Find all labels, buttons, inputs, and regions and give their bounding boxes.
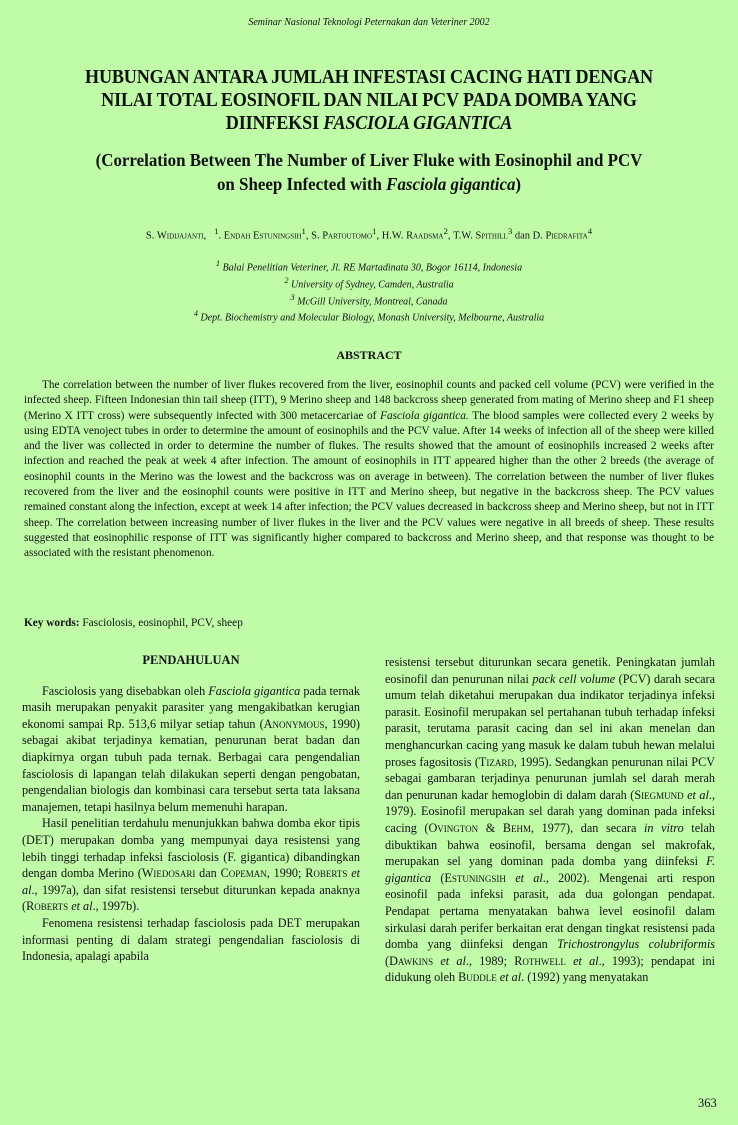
text-run: ., 1997b).: [92, 899, 140, 914]
paper-title: [26, 66, 712, 135]
italic-text: et al: [687, 787, 709, 802]
affiliation: [0, 275, 738, 292]
abstract-text-1: The correlation between the number of liver flukes recovered from the liver, eosinophil counts and packed cell volume (PCV) were verified in the infected sheep. Fifteen Indonesian thin tail sheep (ITT), 9 Merino sheep and 148 backcross sheep generated from mating of Merino sheep and F1 sheep (Merino X ITT cross) were subsequently infected with 300 metacercariae of: [24, 379, 714, 422]
abstract-species-italic: Fasciola gigantica.: [380, 409, 469, 422]
keywords-text: Fasciolosis, eosinophil, PCV, sheep: [79, 617, 243, 629]
abstract-body: [24, 378, 714, 562]
text-run: , 1995). Sedangkan penurunan nilai PCV sebagai gambaran terjadinya penurunan jumlah sel darah merah dan penurunan kadar hemoglobin di dalam darah (: [385, 754, 716, 802]
affiliation-number: 2: [284, 275, 289, 285]
affiliation-text: McGill University, Montreal, Canada: [297, 295, 448, 307]
subtitle-line-2: [22, 172, 716, 196]
author-name: Endah Estuningsih: [223, 230, 302, 242]
text-run: dan: [195, 866, 221, 881]
author-affil-sup: 3: [507, 226, 513, 236]
paragraph: [385, 654, 715, 986]
text-run: ., 1993); pendapat ini didukung oleh: [385, 953, 716, 985]
title-line-3-prefix: DIINFEKSI: [225, 113, 324, 134]
author-list: S. Widijajanti, $^1$. Endah Estuningsih$^1$, S. Partoutomo$^1$, H.W. Raadsma$^2$, T.W. Spithill$^3$ dan D. Piedrafita$^4$: [145, 226, 593, 242]
text-run: ., 1989;: [465, 953, 515, 968]
text-run: (: [385, 953, 390, 968]
italic-text: Fasciola gigantica: [208, 683, 301, 698]
italic-text: Trichostrongylus colubriformis: [557, 937, 715, 952]
text-run: Fenomena resistensi terhadap fasciolosis pada DET merupakan informasi penting di dalam strategi pengendalian fasciolosis di Indonesia, apalagi apabila: [22, 915, 360, 964]
author-connector: dan: [514, 230, 530, 242]
text-run: [566, 954, 573, 968]
section-heading: PENDAHULUAN: [142, 653, 240, 667]
affiliation-text: Balai Penelitian Veteriner, Jl. RE Martadinata 30, Bogor 16114, Indonesia: [222, 262, 523, 274]
title-line-1: HUBUNGAN ANTARA JUMLAH INFESTASI CACING HATI DENGAN: [85, 67, 653, 88]
italic-text: pack cell volume: [532, 671, 616, 686]
abstract-text-2: The blood samples were collected every 2 weeks by using EDTA venoject tubes in order to determine the amount of eosinophils and the PCV value. After 14 weeks of infection all of the sheep were killed and the liver was collected in order to determine the number of flukes. The results showed that the amount of eosinophils increased 2 weeks after infection and reached the peak at week 4 after infection. The amount of eosinophils in ITT appeared higher than the other 2 breeds (the average of eosinophil counts in the Merino was the lowest and the backcross was on average in between). The correlation between the number of liver flukes recovered from the liver and the eosinophil counts were positive in ITT and Merino sheep, but negative in the backcross sheep. The PCV values remained constant along the infection, except at week 14 after infection; the PCV values decreased in backcross sheep and Merino sheep, but not in ITT sheep. The correlation between increasing number of liver flukes in the liver and the PCV values were negative in all breeds of sheep. These results suggested that eosinophilic response of ITT was significantly higher compared to backcross and Merino sheep, and that response was thought to be associated with the resistant phenomenon.: [24, 409, 715, 560]
subtitle-line-2-suffix: ): [515, 174, 522, 194]
text-run: telah dibuktikan bahwa eosinofil, bersama dengan sel makrofak, merupakan sel yang dominan pada domba yang diinfeksi: [385, 820, 715, 869]
italic-text: et al: [573, 953, 599, 968]
italic-text: et al: [71, 899, 93, 914]
author-affil-sup: 4: [587, 226, 593, 236]
text-run: &: [478, 820, 503, 835]
affiliation: [0, 292, 738, 309]
paragraph: [22, 683, 360, 816]
paragraph: [22, 915, 360, 965]
subtitle-line-2-italic: Fasciola gigantica: [386, 174, 516, 194]
author-name: T.W. Spithill: [453, 230, 508, 242]
italic-text: et al: [515, 870, 543, 885]
italic-text: et al: [22, 866, 360, 897]
italic-text: et al: [499, 970, 522, 985]
affiliation-number: 1: [215, 259, 221, 268]
author-name: S. Widijajanti: [145, 230, 204, 242]
text-run: , 1990;: [266, 866, 306, 881]
citation-author: Wiedosari: [141, 866, 196, 881]
paper-subtitle: [22, 148, 716, 196]
title-line-3-italic: FASCIOLA GIGANTICA: [323, 113, 513, 134]
citation-author: Siegmund: [634, 787, 684, 802]
affiliation-number: 3: [290, 292, 295, 302]
author-name: H.W. Raadsma: [381, 230, 444, 242]
citation-author: Copeman: [220, 866, 267, 881]
title-line-3: [26, 112, 712, 135]
subtitle-line-2-prefix: on Sheep Infected with: [216, 174, 387, 194]
text-run: (PCV) darah secara umum telah diketahui merupakan dua indikator terjadinya infeksi parasit. Eosinofil merupakan sel pertahanan tubuh terhadap infeksi parasit, terutama parasit cacing dan sel ini akan menelan dan menghancurkan cacing yang masuk ke dalam tubuh hewan melalui proses fagositosis (: [385, 671, 715, 769]
author-affil-sup: 1: [301, 226, 306, 236]
keywords: [24, 617, 714, 629]
text-run: ., 1979). Eosinofil merupakan sel darah yang dominan pada infeksi cacing (: [385, 787, 715, 835]
text-run: , 1977), dan secara: [530, 820, 645, 835]
author-affil-sup: 2: [443, 226, 448, 236]
citation-author: Dawkins: [389, 953, 434, 968]
affiliation-number: 4: [193, 309, 198, 319]
citation-author: Behm: [502, 820, 531, 835]
citation-author: Roberts: [305, 866, 348, 881]
citation-author: Tizard: [478, 754, 514, 769]
citation-author: Roberts: [26, 899, 69, 914]
text-run: , 1990) sebagai akibat terjadinya kematian, penurunan berat badan dan diapkirnya organ tubuh pada ternak. Berbagai cara pengendalian fasciolosis di lapangan telah dilakukan seperti dengan pengobatan, pengendalian biologis dan kombinasi cara tersebut serta tata laksana manajemen, tetapi hasilnya belum memenuhi harapan.: [22, 716, 360, 814]
page-number: 363: [698, 1096, 717, 1110]
author-name: S. Partoutomo: [311, 230, 373, 242]
title-line-2: NILAI TOTAL EOSINOFIL DAN NILAI PCV PADA DOMBA YANG: [101, 90, 637, 111]
citation-author: Buddle: [458, 970, 497, 985]
keywords-label: Key words:: [24, 617, 80, 629]
text-run: pada ternak masih merupakan penyakit parasiter yang mengakibatkan kerugian ekonomi sampai Rp. 513,6 milyar setiap tahun (: [22, 683, 360, 731]
text-run: [506, 871, 515, 885]
italic-text: et al: [440, 953, 466, 968]
text-run: resistensi tersebut diturunkan secara genetik. Peningkatan jumlah eosinofil dan penurunan nilai: [385, 655, 715, 686]
running-head: Seminar Nasional Teknologi Peternakan dan Veteriner 2002: [248, 17, 490, 28]
citation-author: Anonymous: [263, 716, 325, 731]
text-run: ., 2002). Mengenai arti respon eosinofil pada infeksi parasit, ada dua golongan pendapat. Pendapat pertama menyatakan bahwa level eosinofil dalam sirkulasi darah perifer berkaitan erat dengan tingkat resistensi pada domba yang diinfeksi dengan: [385, 870, 716, 952]
text-run: Fasciolosis yang disebabkan oleh: [42, 683, 209, 698]
affiliation: [0, 258, 738, 275]
citation-author: Estuningsih: [444, 870, 506, 885]
text-run: . (1992) yang menyatakan: [521, 970, 649, 985]
citation-author: Rothwell: [514, 953, 566, 968]
stray-superscript: 1: [214, 226, 219, 236]
text-run: (: [431, 870, 445, 885]
left-column: [22, 652, 360, 965]
author-affil-sup: 1: [372, 226, 377, 236]
affiliation-text: University of Sydney, Camden, Australia: [291, 279, 454, 291]
text-run: Hasil penelitian terdahulu menunjukkan bahwa domba ekor tipis (DET) merupakan domba yang mempunyai daya resistensi yang lebih tinggi terhadap infeksi fasciolosis (F. gigantica) dibandingkan dengan domba Merino (: [22, 816, 360, 881]
citation-author: Ovington: [428, 820, 479, 835]
abstract-heading: ABSTRACT: [336, 348, 402, 362]
paragraph: [22, 815, 360, 915]
italic-text: F. gigantica: [385, 854, 715, 885]
affiliation-text: Dept. Biochemistry and Molecular Biology, Monash University, Melbourne, Australia: [200, 312, 545, 324]
affiliations: [0, 258, 738, 325]
text-run: ., 1997a), dan sifat resistensi tersebut diturunkan kepada anaknya (: [22, 882, 360, 914]
author-name: D. Piedrafita: [532, 230, 588, 242]
affiliation: [0, 308, 738, 325]
right-column: [385, 654, 715, 986]
subtitle-line-1: (Correlation Between The Number of Liver Fluke with Eosinophil and PCV: [95, 150, 643, 170]
italic-text: in vitro: [644, 820, 684, 835]
